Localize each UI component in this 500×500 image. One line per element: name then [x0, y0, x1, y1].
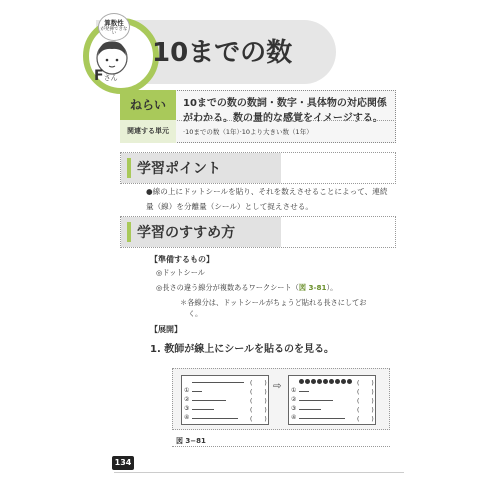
- arrow-icon: ⇨: [273, 381, 282, 392]
- row-number: ①: [184, 387, 190, 394]
- answer-bracket: ( ): [357, 416, 374, 423]
- step-1: 1. 教師が線上にシールを貼るのを見る。: [150, 344, 335, 355]
- figure-reference: 図 3-81: [298, 283, 327, 292]
- dot-sticker-icon: [341, 379, 346, 384]
- bottom-border: [114, 472, 404, 473]
- dot-sticker-icon: [311, 379, 316, 384]
- dot-sticker-icon: [299, 379, 304, 384]
- worksheet-figure: [172, 368, 390, 430]
- answer-bracket: ( ): [250, 389, 267, 396]
- preparation-note-cont: く。: [188, 309, 203, 318]
- dot-sticker-icon: [305, 379, 310, 384]
- preparation-note: ＊各線分は、ドットシールがちょうど貼れる長さにしてお: [180, 298, 367, 307]
- worksheet-before: [181, 375, 269, 425]
- line-segment: [192, 400, 226, 401]
- dot-sticker-icon: [317, 379, 322, 384]
- development-title: 【展開】: [150, 325, 182, 334]
- row-number: ④: [291, 414, 297, 421]
- answer-bracket: ( ): [250, 380, 267, 387]
- ws-row: [289, 414, 375, 422]
- line-segment: [299, 400, 333, 401]
- row-number: ③: [291, 405, 297, 412]
- dot-sticker-icon: [323, 379, 328, 384]
- line-segment: [192, 418, 238, 419]
- student-suffix: さん: [103, 74, 118, 82]
- ws-row: [289, 396, 375, 404]
- dot-sticker-icon: [347, 379, 352, 384]
- answer-bracket: ( ): [250, 407, 267, 414]
- badge-line2: が発揮できない: [100, 26, 128, 36]
- row-number: ②: [184, 396, 190, 403]
- ws-row: [182, 405, 268, 413]
- preparation-item-suffix: ）。: [326, 283, 338, 292]
- section-how-to-proceed: [120, 216, 396, 248]
- page-number: 134: [112, 456, 134, 470]
- ws-row: [289, 378, 375, 386]
- learning-points-text: ●線の上にドットシールを貼り、それを数えさせることによって、連続量（線）を分離量（シール）として捉えさせる。: [146, 187, 388, 211]
- answer-bracket: ( ): [357, 407, 374, 414]
- answer-bracket: ( ): [250, 416, 267, 423]
- line-segment: [299, 409, 321, 410]
- ws-row: [182, 387, 268, 395]
- section-title: 学習のすすめ方: [137, 225, 236, 241]
- page-title: 10までの数: [152, 38, 293, 68]
- trait-badge: [98, 13, 130, 41]
- related-unit-label: 関連する単元: [120, 120, 176, 143]
- dot-sticker-icon: [329, 379, 334, 384]
- ws-row: [289, 387, 375, 395]
- ws-row: [289, 405, 375, 413]
- ws-row: [182, 396, 268, 404]
- answer-bracket: ( ): [250, 398, 267, 405]
- answer-bracket: ( ): [357, 380, 374, 387]
- badge-line1: 算数性: [104, 19, 124, 27]
- section-title: 学習ポイント: [137, 161, 221, 177]
- line-segment: [192, 382, 244, 383]
- line-segment: [299, 391, 309, 392]
- line-segment: [192, 409, 214, 410]
- figure-caption: 図 3−81: [176, 437, 206, 445]
- dot-sticker-icon: [335, 379, 340, 384]
- row-number: ②: [291, 396, 297, 403]
- figure-rule: [172, 446, 390, 447]
- answer-bracket: ( ): [357, 389, 374, 396]
- student-name: [94, 68, 118, 84]
- related-unit-text: ·10までの数（1年）·10より大きい数（1年）: [183, 128, 313, 136]
- preparation-title: 【準備するもの】: [150, 255, 214, 264]
- section-marker: [127, 222, 131, 242]
- preparation-item: [156, 280, 337, 295]
- ws-row: [182, 414, 268, 422]
- line-segment: [192, 391, 202, 392]
- answer-bracket: ( ): [357, 398, 374, 405]
- section-marker: [127, 158, 131, 178]
- ws-row: [182, 378, 268, 386]
- preparation-item: ◎ドットシール: [156, 268, 205, 277]
- preparation-item-prefix: ◎長さの違う線分が複数あるワークシート（: [156, 283, 299, 292]
- row-number: ③: [184, 405, 190, 412]
- row-number: ④: [184, 414, 190, 421]
- section-learning-points: [120, 152, 396, 184]
- worksheet-after: [288, 375, 376, 425]
- student-letter: F: [94, 68, 104, 84]
- aim-label: ねらい: [120, 90, 176, 120]
- dot-stickers: [299, 379, 352, 384]
- line-segment: [299, 418, 345, 419]
- aim-text: 10までの数の数詞・数字・具体物の対応関係がわかる。数の量的な感覚をイメージする。: [183, 98, 387, 124]
- row-number: ①: [291, 387, 297, 394]
